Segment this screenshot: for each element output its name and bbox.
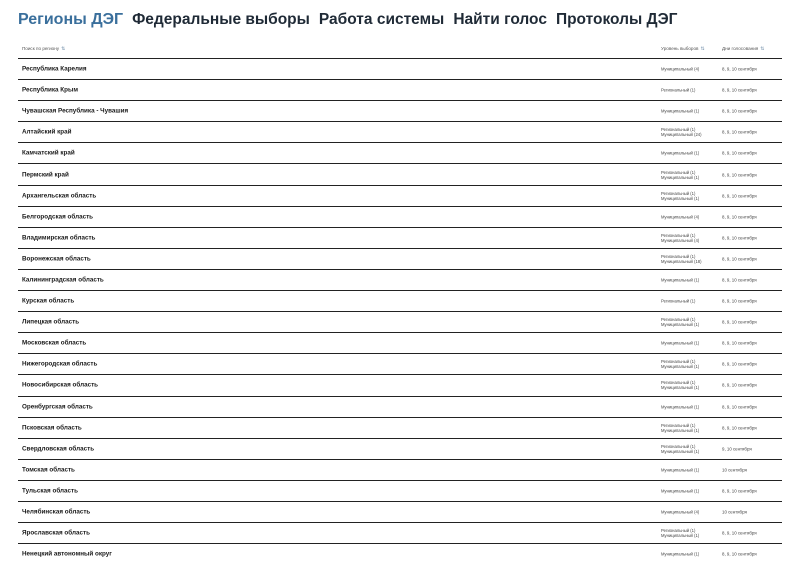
election-level-entry: Муниципальный (1): [661, 195, 700, 201]
election-level: [661, 299, 695, 304]
election-level: [661, 488, 699, 493]
voting-days: 8, 9, 10 сентября: [722, 235, 757, 241]
voting-days: 8, 9, 10 сентября: [722, 298, 757, 304]
region-name[interactable]: Томская область: [22, 466, 75, 474]
table-row[interactable]: [18, 332, 782, 353]
election-level-entry: Муниципальный (1): [661, 277, 700, 283]
table-row[interactable]: [18, 121, 782, 142]
election-level-entry: Муниципальный (1): [661, 467, 700, 473]
election-level-entry: Муниципальный (4): [661, 66, 700, 72]
table-row[interactable]: [18, 374, 782, 395]
election-level-entry: Региональный (1): [661, 443, 696, 449]
election-level-entry: Муниципальный (1): [661, 427, 700, 433]
election-level: [661, 151, 699, 156]
election-level-entry: Региональный (1): [661, 232, 696, 238]
region-name[interactable]: Свердловская область: [22, 445, 95, 453]
election-level-entry: Муниципальный (4): [661, 237, 700, 243]
region-name[interactable]: Новосибирская область: [22, 381, 99, 389]
election-level-entry: Региональный (1): [661, 317, 696, 323]
column-header-voting-days[interactable]: [722, 46, 764, 52]
regions-table: [18, 44, 782, 563]
election-level: [661, 423, 699, 433]
table-row[interactable]: [18, 501, 782, 522]
tab-system-status[interactable]: Работа системы: [318, 11, 445, 28]
region-name[interactable]: Челябинская область: [22, 508, 91, 516]
election-level: [661, 277, 699, 282]
table-row[interactable]: [18, 79, 782, 100]
election-level-entry: Региональный (1): [661, 127, 696, 133]
table-row[interactable]: [18, 227, 782, 248]
region-name[interactable]: Тульская область: [22, 487, 79, 495]
election-level-entry: Региональный (1): [661, 87, 696, 93]
election-level-entry: Муниципальный (4): [661, 214, 700, 220]
election-level-entry: Муниципальный (1): [661, 150, 700, 156]
table-row[interactable]: [18, 459, 782, 480]
election-level-entry: Муниципальный (1): [661, 385, 700, 391]
table-row[interactable]: [18, 290, 782, 311]
table-row[interactable]: [18, 353, 782, 374]
region-name[interactable]: Калининградская область: [22, 276, 104, 284]
election-level-entry: Муниципальный (4): [661, 509, 700, 515]
election-level: [661, 380, 699, 390]
voting-days: 8, 9, 10 сентября: [722, 488, 757, 494]
election-level: [661, 444, 699, 454]
voting-days: 8, 9, 10 сентября: [722, 256, 757, 262]
column-header-label: Поиск по региону: [22, 46, 60, 51]
region-name[interactable]: Воронежская область: [22, 255, 91, 263]
election-level-entry: Муниципальный (24): [661, 132, 702, 138]
election-level-entry: Муниципальный (1): [661, 551, 700, 557]
table-row[interactable]: [18, 543, 782, 563]
election-level-entry: Региональный (1): [661, 298, 696, 304]
table-body: [18, 58, 782, 563]
region-name[interactable]: Белгородская область: [22, 213, 94, 221]
voting-days: 8, 9, 10 сентября: [722, 551, 757, 557]
election-level-entry: Региональный (1): [661, 422, 696, 428]
election-level: [661, 404, 699, 409]
election-level: [661, 170, 699, 180]
column-header-label: Дни голосования: [722, 46, 759, 51]
election-level: [661, 317, 699, 327]
table-row[interactable]: [18, 311, 782, 332]
election-level-entry: Региональный (1): [661, 169, 696, 175]
table-row[interactable]: [18, 248, 782, 269]
election-level-entry: Региональный (1): [661, 528, 696, 534]
election-level-entry: Муниципальный (1): [661, 174, 700, 180]
region-name[interactable]: Ненецкий автономный округ: [22, 550, 112, 558]
column-header-election-level[interactable]: [661, 46, 705, 52]
election-level: [661, 67, 699, 72]
voting-days: 9, 10 сентября: [722, 446, 752, 452]
election-level-entry: Муниципальный (1): [661, 488, 700, 494]
election-level-entry: Муниципальный (18): [661, 258, 702, 264]
election-level-entry: Региональный (1): [661, 190, 696, 196]
voting-days: 8, 9, 10 сентября: [722, 404, 757, 410]
voting-days: 8, 9, 10 сентября: [722, 425, 757, 431]
voting-days: 8, 9, 10 сентября: [722, 530, 757, 536]
table-row[interactable]: [18, 163, 782, 184]
election-level-entry: Муниципальный (1): [661, 108, 700, 114]
election-level: [661, 254, 702, 264]
column-header-label: Уровень выборов: [661, 46, 699, 51]
table-row[interactable]: [18, 396, 782, 417]
table-row[interactable]: [18, 522, 782, 543]
table-row[interactable]: [18, 269, 782, 290]
region-name[interactable]: Камчатский край: [22, 149, 75, 157]
voting-days: 8, 9, 10 сентября: [722, 66, 757, 72]
election-level: [661, 510, 699, 515]
voting-days: 8, 9, 10 сентября: [722, 214, 757, 220]
election-level-entry: Региональный (1): [661, 380, 696, 386]
region-name[interactable]: Архангельская область: [22, 192, 97, 200]
election-level: [661, 233, 699, 243]
election-level: [661, 528, 699, 538]
voting-days: 8, 9, 10 сентября: [722, 319, 757, 325]
region-name[interactable]: Московская область: [22, 339, 87, 347]
election-level: [661, 214, 699, 219]
sort-icon: ⇅: [61, 46, 66, 52]
election-level: [661, 359, 699, 369]
election-level: [661, 88, 695, 93]
election-level-entry: Региональный (1): [661, 253, 696, 259]
election-level-entry: Муниципальный (1): [661, 322, 700, 328]
table-row[interactable]: [18, 100, 782, 121]
voting-days: 8, 9, 10 сентября: [722, 108, 757, 114]
table-row[interactable]: [18, 206, 782, 227]
election-level: [661, 552, 699, 557]
election-level: [661, 191, 699, 201]
voting-days: 8, 9, 10 сентября: [722, 361, 757, 367]
tab-dag-protocols[interactable]: Протоколы ДЭГ: [555, 11, 678, 28]
region-name[interactable]: Пермский край: [22, 171, 69, 179]
voting-days: 8, 9, 10 сентября: [722, 150, 757, 156]
tab-federal-elections[interactable]: Федеральные выборы: [132, 11, 310, 28]
election-level-entry: Муниципальный (1): [661, 448, 700, 454]
sort-icon: ⇅: [700, 46, 705, 52]
region-name[interactable]: Чувашская Республика - Чувашия: [22, 107, 129, 115]
table-header: [18, 44, 782, 58]
voting-days: 8, 9, 10 сентября: [722, 129, 757, 135]
table-row[interactable]: [18, 58, 782, 79]
tab-dag-regions[interactable]: Регионы ДЭГ: [18, 11, 124, 28]
election-level-entry: Муниципальный (1): [661, 404, 700, 410]
tab-find-vote[interactable]: Найти голос: [453, 11, 547, 28]
election-level: [661, 127, 702, 137]
election-level: [661, 109, 699, 114]
column-header-region-search[interactable]: [22, 46, 65, 52]
region-name[interactable]: Оренбургская область: [22, 403, 93, 411]
region-name[interactable]: Республика Крым: [22, 86, 79, 94]
table-row[interactable]: [18, 438, 782, 459]
voting-days: 10 сентября: [722, 467, 747, 473]
voting-days: 8, 9, 10 сентября: [722, 340, 757, 346]
region-name[interactable]: Владимирская область: [22, 234, 96, 242]
election-level-entry: Региональный (1): [661, 359, 696, 365]
region-name[interactable]: Ярославская область: [22, 529, 90, 537]
voting-days: 8, 9, 10 сентября: [722, 193, 757, 199]
election-level: [661, 467, 699, 472]
voting-days: 8, 9, 10 сентября: [722, 277, 757, 283]
table-row[interactable]: [18, 185, 782, 206]
table-row[interactable]: [18, 480, 782, 501]
region-name[interactable]: Республика Карелия: [22, 65, 87, 73]
voting-days: 10 сентября: [722, 509, 747, 515]
region-name[interactable]: Липецкая область: [22, 318, 80, 326]
election-level-entry: Муниципальный (1): [661, 364, 700, 370]
voting-days: 8, 9, 10 сентября: [722, 87, 757, 93]
region-name[interactable]: Нижегородская область: [22, 360, 98, 368]
table-row[interactable]: [18, 417, 782, 438]
top-navigation: [18, 11, 686, 35]
voting-days: 8, 9, 10 сентября: [722, 172, 757, 178]
election-level: [661, 341, 699, 346]
region-name[interactable]: Псковская область: [22, 424, 82, 432]
election-level-entry: Муниципальный (1): [661, 340, 700, 346]
region-name[interactable]: Алтайский край: [22, 128, 72, 136]
table-row[interactable]: [18, 142, 782, 163]
sort-icon: ⇅: [760, 46, 765, 52]
region-name[interactable]: Курская область: [22, 297, 75, 305]
election-level-entry: Муниципальный (1): [661, 533, 700, 539]
voting-days: 8, 9, 10 сентября: [722, 382, 757, 388]
